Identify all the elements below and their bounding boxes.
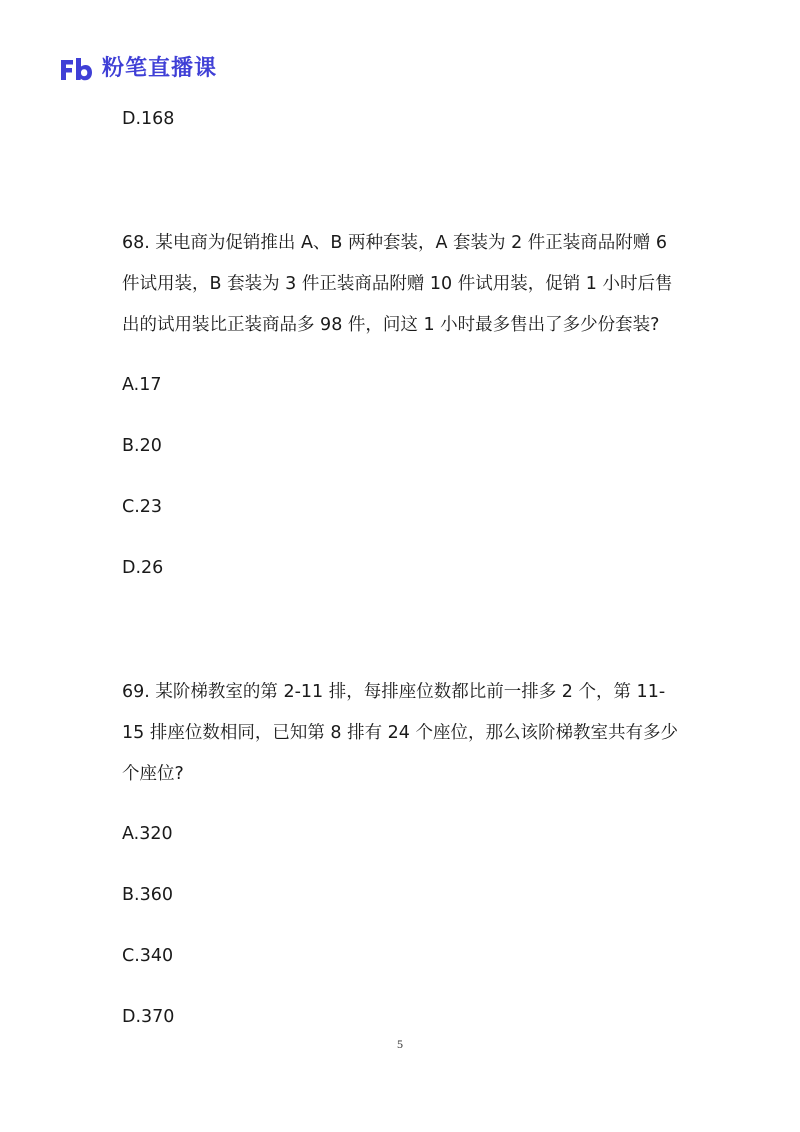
fb-logo-icon [58, 55, 94, 83]
page-number: 5 [397, 1037, 403, 1051]
q68-stem-line-3: 出的试用装比正装商品多 98 件，问这 1 小时最多售出了多少份套装? [122, 315, 660, 335]
q68-stem-line-1: 68. 某电商为促销推出 A、B 两种套装，A 套装为 2 件正装商品附赠 6 [122, 233, 667, 253]
q69-stem-line-1: 69. 某阶梯教室的第 2-11 排，每排座位数都比前一排多 2 个，第 11- [122, 682, 666, 702]
q68-option-c: C.23 [122, 497, 163, 517]
q68-stem-line-2: 件试用装，B 套装为 3 件正装商品附赠 10 件试用装，促销 1 小时后售 [122, 274, 673, 294]
q69-stem-line-2: 15 排座位数相同，已知第 8 排有 24 个座位，那么该阶梯教室共有多少 [122, 723, 678, 743]
brand-name: 粉笔直播课 [102, 56, 218, 81]
q68-option-a: A.17 [122, 375, 162, 395]
q69-stem-line-3: 个座位? [122, 764, 184, 784]
page-header [58, 52, 217, 86]
q68-option-b: B.20 [122, 436, 162, 456]
q69-option-d: D.370 [122, 1007, 175, 1027]
q68-option-d: D.26 [122, 558, 164, 578]
q69-option-a: A.320 [122, 824, 173, 844]
q67-option-d: D.168 [122, 109, 175, 129]
q69-option-c: C.340 [122, 946, 174, 966]
q69-option-b: B.360 [122, 885, 173, 905]
